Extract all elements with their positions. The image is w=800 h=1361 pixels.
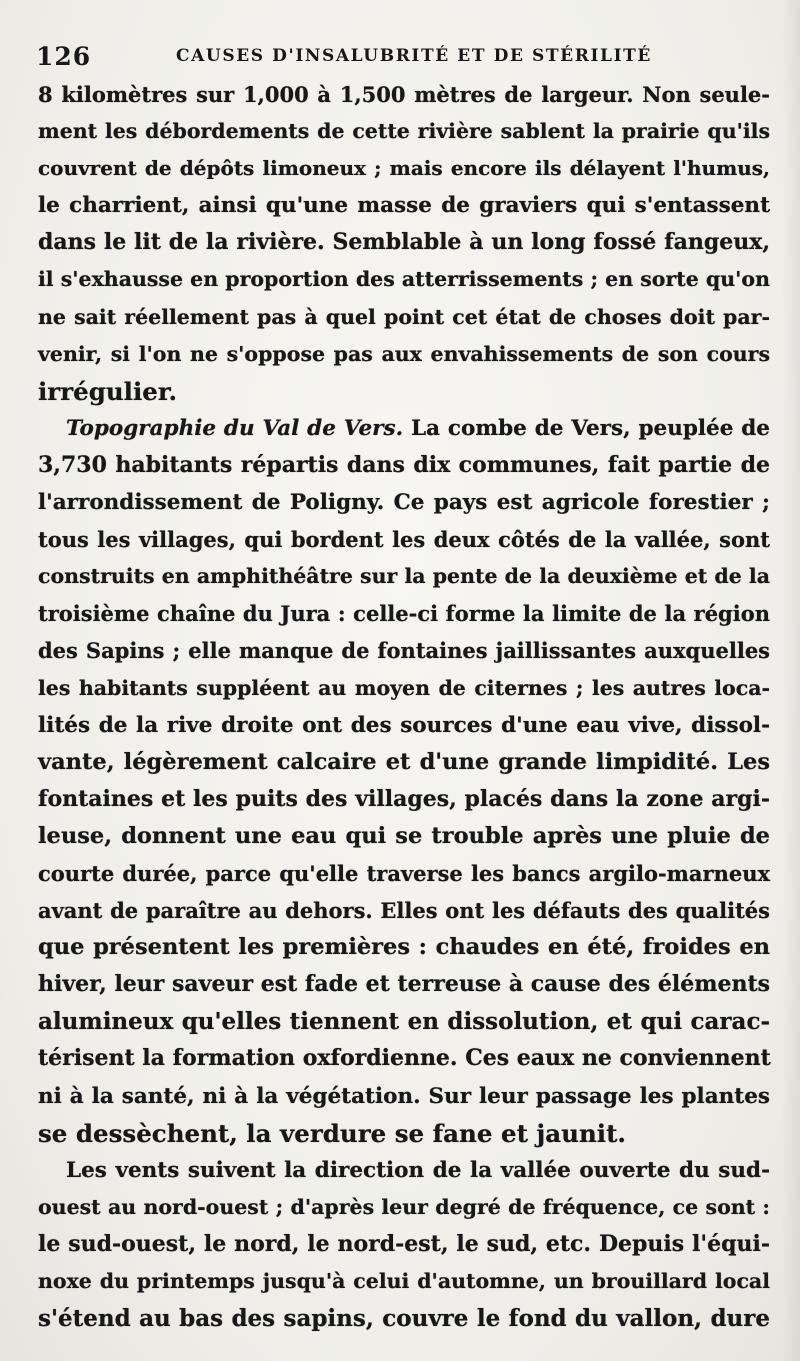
text-line: venir, si l'on ne s'oppose pas aux envahissements de son cours [38,341,770,366]
text-line: ouest au nord-ouest ; d'après leur degré de fréquence, ce sont : [38,1194,770,1219]
text-line: ment les débordements de cette rivière sablent la prairie qu'ils [38,119,770,144]
text-line: le charrient, ainsi qu'une masse de graviers qui s'entassent [38,193,770,219]
text-line: Les vents suivent la direction de la vallée ouverte du sud- [66,1157,770,1183]
text-line: il s'exhausse en proportion des atterrissements ; en sorte qu'on [38,267,770,292]
text-line: l'arrondissement de Poligny. Ce pays est agricole forestier ; [38,490,770,516]
text-line: leuse, donnent une eau qui se trouble après une pluie de [38,822,770,849]
page-header [36,38,776,72]
text-line: tous les villages, qui bordent les deux côtés de la vallée, sont [38,527,770,553]
text-line: ni à la santé, ni à la végétation. Sur leur passage les plantes [38,1083,770,1109]
text-line: vante, légèrement calcaire et d'une grande limpidité. Les [38,748,770,775]
text-line: s'étend au bas des sapins, couvre le fond du vallon, dure [38,1305,770,1333]
text-line: térisent la formation oxfordienne. Ces eaux ne conviennent [38,1045,771,1072]
text-line: troisième chaîne du Jura : celle-ci forme la limite de la région [38,601,770,627]
text-line: 3,730 habitants répartis dans dix communes, fait partie de [38,451,770,478]
paragraph-first-line [38,410,770,447]
text-line: noxe du printemps jusqu'à celui d'automne, un brouillard local [38,1269,770,1293]
section-heading: Topographie du Val de Vers. [66,415,404,441]
text-line: se dessèchent, la verdure se fane et jaunit. [38,1118,626,1148]
running-title: CAUSES D'INSALUBRITÉ ET DE STÉRILITÉ [176,46,652,66]
text-fragment: La combe de Vers, peuplée de [410,415,770,441]
text-line: des Sapins ; elle manque de fontaines jaillissantes auxquelles [38,638,770,664]
text-line: alumineux qu'elles tiennent en dissolution, et qui carac- [38,1008,770,1036]
text-line: 8 kilomètres sur 1,000 à 1,500 mètres de largeur. Non seule- [38,82,770,107]
page-number: 126 [36,42,92,71]
text-line: hiver, leur saveur est fade et terreuse à cause des éléments [38,971,771,998]
text-line: le sud-ouest, le nord, le nord-est, le sud, etc. Depuis l'équi- [38,1230,770,1257]
text-line: lités de la rive droite ont des sources d'une eau vive, dissol- [38,712,770,738]
text-line: ne sait réellement pas à quel point cet état de choses doit par- [38,304,770,329]
text-line: fontaines et les puits des villages, placés dans la zone argi- [38,785,770,812]
text-line: dans le lit de la rivière. Semblable à un long fossé fangeux, [38,229,770,256]
page-edge-shadow [782,0,800,1361]
text-line: les habitants suppléent au moyen de citernes ; les autres loca- [38,675,770,700]
text-line: couvrent de dépôts limoneux ; mais encore ils délayent l'humus, [38,156,770,181]
body-text [38,76,770,1337]
text-line: courte durée, parce qu'elle traverse les bancs argilo-marneux [38,860,770,886]
text-line: irrégulier. [38,376,178,406]
text-line: avant de paraître au dehors. Elles ont les défauts des qualités [38,898,770,924]
text-line: construits en amphithéâtre sur la pente de la deuxième et de la [38,564,770,589]
text-line: que présentent les premières : chaudes en été, froides en [38,934,770,961]
